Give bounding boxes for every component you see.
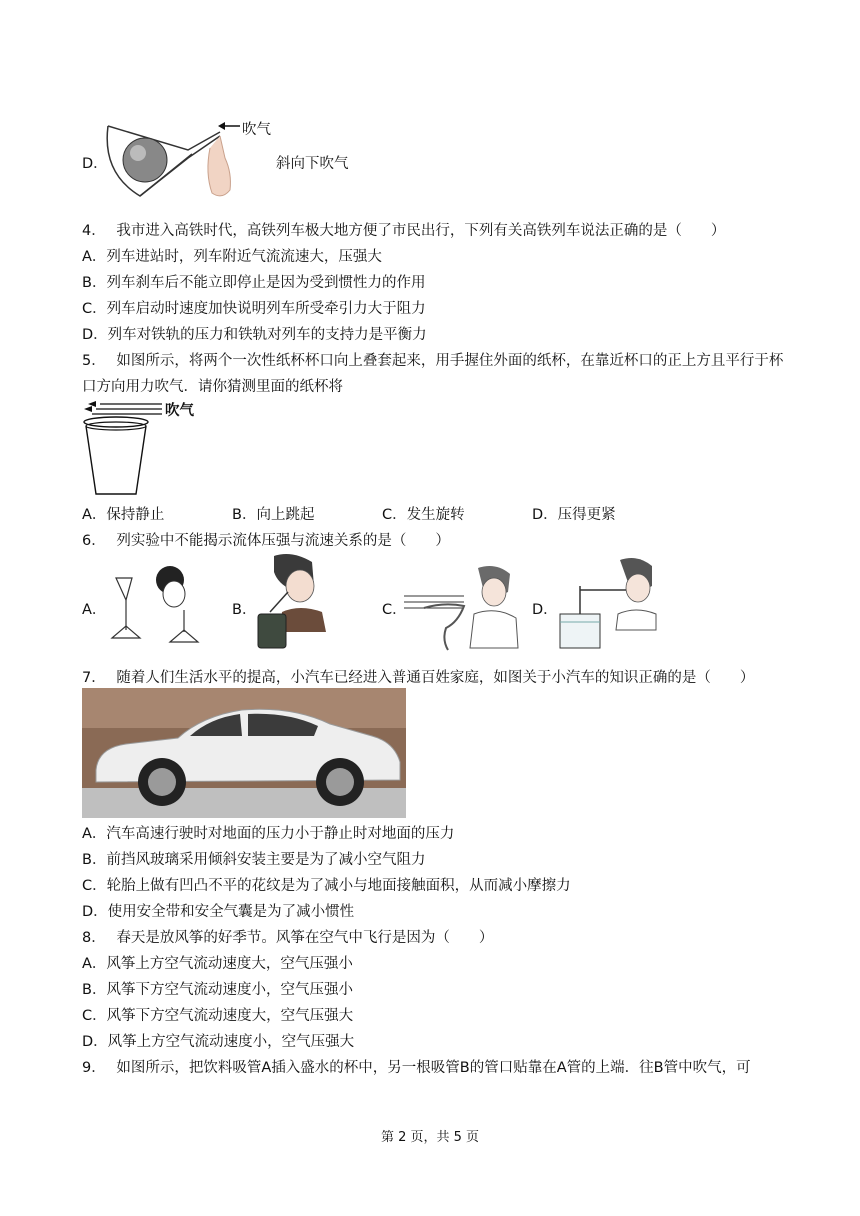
option-a: A．汽车高速行驶时对地面的压力小于静止时对地面的压力: [82, 826, 455, 842]
car-photo: [82, 688, 406, 818]
q6-option-a-label: A．: [82, 602, 107, 618]
question-number: 5．: [82, 353, 106, 369]
q5-option-c: C．发生旋转: [382, 507, 465, 523]
question-9: [82, 1056, 751, 1077]
option-c: C．列车启动时速度加快说明列车所受牵引力大于阻力: [82, 301, 426, 317]
option-a: A．风筝上方空气流动速度大，空气压强小: [82, 956, 353, 972]
cups-blow-label: 吹气: [165, 403, 194, 419]
boy-straw-cup-figure: [252, 552, 332, 652]
question-number: 6．: [82, 533, 106, 549]
question-7: [82, 666, 754, 687]
option-d: D．列车对铁轨的压力和铁轨对列车的支持力是平衡力: [82, 327, 427, 343]
q6-option-d-label: D．: [532, 602, 558, 618]
blow-label: 吹气: [242, 122, 271, 138]
prev-option-d-label: D．: [82, 156, 108, 172]
option-d: D．风筝上方空气流动速度小，空气压强大: [82, 1034, 355, 1050]
prev-option-d-caption: 斜向下吹气: [276, 156, 349, 172]
question-stem: 列实验中不能揭示流体压强与流速关系的是（ ）: [116, 533, 450, 549]
blow-arrow: [218, 120, 240, 132]
question-stem-line2: 口方向用力吹气．请你猜测里面的纸杯将: [82, 379, 343, 395]
q6-option-c-label: C．: [382, 602, 407, 618]
question-5: [82, 349, 783, 370]
option-a: A．列车进站时，列车附近气流流速大，压强大: [82, 249, 382, 265]
question-number: 7．: [82, 670, 106, 686]
option-b: B．前挡风玻璃采用倾斜安装主要是为了减小空气阻力: [82, 852, 426, 868]
question-stem: 如图所示，把饮料吸管A插入盛水的杯中，另一根吸管B的管口贴靠在A管的上端．往B管中吹气，可: [116, 1060, 751, 1076]
option-c: C．风筝下方空气流动速度大，空气压强大: [82, 1008, 354, 1024]
page-footer: 第 2 页，共 5 页: [380, 1130, 480, 1145]
boy-straw-beaker-figure: [556, 556, 666, 652]
question-stem: 春天是放风筝的好季节。风筝在空气中飞行是因为（ ）: [116, 930, 494, 946]
question-stem-line1: 如图所示，将两个一次性纸杯杯口向上叠套起来，用手握住外面的纸杯，在靠近杯口的正上方且平行于杯: [116, 353, 784, 369]
question-number: 8．: [82, 930, 106, 946]
funnel-ball-experiment-figure: [104, 560, 214, 650]
question-stem: 我市进入高铁时代，高铁列车极大地方便了市民出行，下列有关高铁列车说法正确的是（ ）: [116, 223, 726, 239]
question-number: 4．: [82, 223, 106, 239]
option-b: B．列车刹车后不能立即停止是因为受到惯性力的作用: [82, 275, 426, 291]
question-number: 9．: [82, 1060, 106, 1076]
q6-option-b-label: B．: [232, 602, 257, 618]
option-b: B．风筝下方空气流动速度小，空气压强小: [82, 982, 353, 998]
option-c: C．轮胎上做有凹凸不平的花纹是为了减小与地面接触面积，从而减小摩擦力: [82, 878, 571, 894]
q5-option-a: A．保持静止: [82, 507, 165, 523]
q5-option-b: B．向上跳起: [232, 507, 315, 523]
question-6: [82, 529, 450, 550]
paper-strip-blow-figure: [404, 562, 524, 652]
question-8: [82, 926, 493, 947]
question-stem: 随着人们生活水平的提高，小汽车已经进入普通百姓家庭，如图关于小汽车的知识正确的是（ ）: [116, 670, 755, 686]
question-4: [82, 219, 725, 240]
option-d: D．使用安全带和安全气囊是为了减小惯性: [82, 904, 355, 920]
q5-option-d: D．压得更紧: [532, 507, 616, 523]
